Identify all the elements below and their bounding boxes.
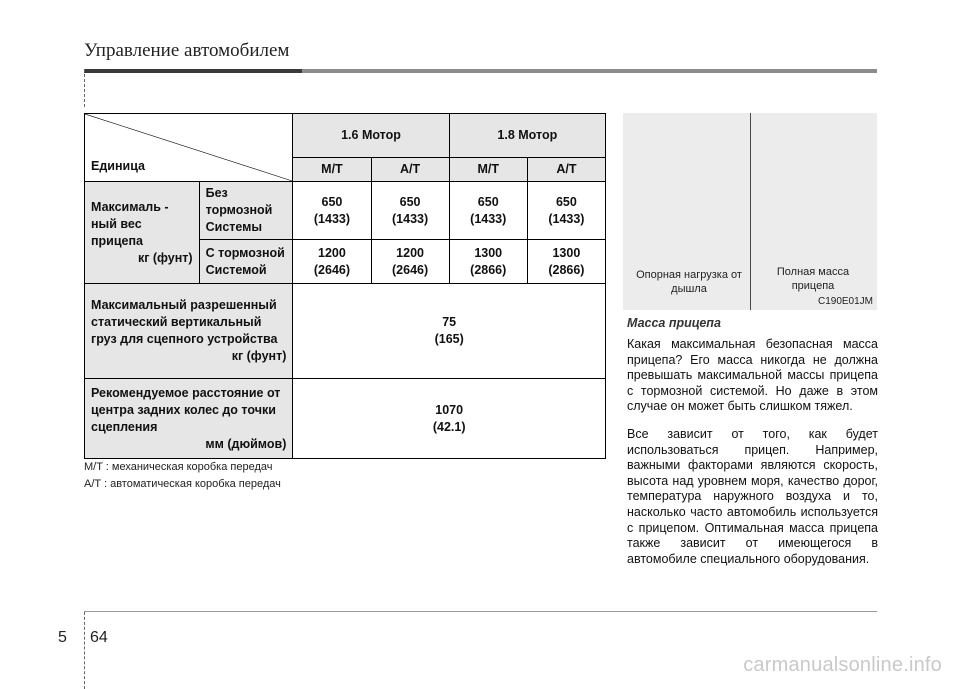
table-cell: 650 (1433) xyxy=(449,182,527,240)
watermark: carmanualsonline.info xyxy=(743,654,942,676)
table-cell: 1300 (2866) xyxy=(527,240,605,284)
transmission-header: M/T xyxy=(449,158,527,182)
transmission-header: A/T xyxy=(371,158,449,182)
trailer-weight-label: Максималь - ный вес прицепа xyxy=(91,199,169,248)
trailer-weight-figure xyxy=(623,113,877,310)
figure-caption-tongue-load: Опорная нагрузка от дышла xyxy=(636,269,742,295)
section-heading: Масса прицепа xyxy=(627,316,721,330)
page-number: 64 xyxy=(90,629,108,646)
transmission-header: A/T xyxy=(527,158,605,182)
distance-label: Рекомендуемое расстояние от центра задних колес до точки сцепления xyxy=(91,385,281,434)
towing-spec-table xyxy=(84,113,606,459)
paragraph-1: Какая максимальная безопасная масса прицепа? Его масса никогда не должна превышать максимальной массы прицепа с тормозной системой. Но даже в этом случае он может быть слишком тяжел. xyxy=(627,337,878,414)
table-cell: 650 (1433) xyxy=(293,182,371,240)
trailer-weight-unit: кг (фунт) xyxy=(137,250,193,265)
engine-header-1: 1.6 Мотор xyxy=(293,114,449,158)
engine-header-2: 1.8 Мотор xyxy=(449,114,605,158)
trailer-weight-label-cell xyxy=(85,182,200,284)
footer-rule xyxy=(84,611,877,612)
page-header-title: Управление автомобилем xyxy=(84,40,290,61)
table-cell: 650 (1433) xyxy=(527,182,605,240)
static-load-value: 75 (165) xyxy=(293,284,606,379)
without-brakes-label: Без тормозной Системы xyxy=(199,182,293,240)
figure-caption-gross-trailer-weight: Полная масса прицепа xyxy=(776,266,850,292)
margin-dashed-line-top xyxy=(84,69,85,107)
section-number: 5 xyxy=(58,629,67,646)
footnote-at: A/T : автоматическая коробка передач xyxy=(84,478,281,490)
footnote-mt: M/T : механическая коробка передач xyxy=(84,461,273,473)
table-cell: 650 (1433) xyxy=(371,182,449,240)
margin-dashed-line-bottom xyxy=(84,612,85,689)
figure-divider xyxy=(750,113,751,310)
distance-unit: мм (дюймов) xyxy=(205,436,287,451)
distance-value: 1070 (42.1) xyxy=(293,379,606,459)
paragraph-2: Все зависит от того, как будет использоваться прицеп. Например, важными факторами являются скорость, высота над уровнем моря, качество дорог, температура наружного воздуха и то, насколько часто автомобиль используется с прицепом. Оптимальная масса прицепа также зависит от имеющегося в автомобиле специального оборудования. xyxy=(627,427,878,566)
table-cell: 1200 (2646) xyxy=(371,240,449,284)
figure-code: C190E01JM xyxy=(817,296,873,307)
unit-label: Единица xyxy=(91,159,145,173)
header-rule xyxy=(84,69,877,73)
static-load-unit: кг (фунт) xyxy=(231,349,287,363)
transmission-header: M/T xyxy=(293,158,371,182)
table-cell: 1200 (2646) xyxy=(293,240,371,284)
static-load-label: Максимальный разрешенный статический вертикальный груз для сцепного устройства xyxy=(91,298,278,346)
unit-corner-cell xyxy=(85,114,293,182)
with-brakes-label: С тормозной Системой xyxy=(199,240,293,284)
distance-label-cell xyxy=(85,379,293,459)
static-load-label-cell xyxy=(85,284,293,379)
table-cell: 1300 (2866) xyxy=(449,240,527,284)
